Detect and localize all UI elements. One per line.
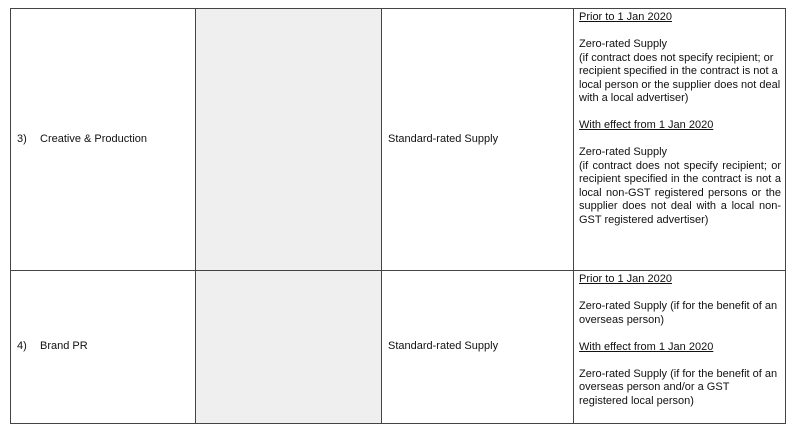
service-cell: [11, 271, 196, 424]
table-row: [11, 9, 786, 271]
effect-heading: With effect from 1 Jan 2020: [579, 119, 714, 131]
treatment-notes: [574, 271, 786, 424]
row-number: 3): [17, 132, 27, 145]
prior-heading: Prior to 1 Jan 2020: [579, 273, 672, 285]
service-name: Creative & Production: [40, 132, 147, 145]
prior-text: Zero-rated Supply: [579, 38, 668, 50]
row-number: 4): [17, 340, 27, 353]
empty-cell: [196, 9, 382, 271]
effect-heading: With effect from 1 Jan 2020: [579, 340, 714, 353]
effect-text: Zero-rated Supply (if for the benefit of an overseas person and/or a GST registered local person): [579, 367, 778, 407]
supply-table: [10, 8, 786, 424]
service-name: Brand PR: [40, 340, 88, 353]
prior-text: Zero-rated Supply (if for the benefit of an overseas person): [579, 300, 778, 326]
effect-detail: (if contract does not specify recipient; or recipient specified in the contract is not a local non-GST registered persons or the supplier does not deal with a local non-GST registered advertiser): [579, 159, 781, 226]
supply-type: Standard-rated Supply: [382, 9, 574, 271]
prior-heading: Prior to 1 Jan 2020: [579, 11, 672, 23]
prior-detail: (if contract does not specify recipient; or recipient specified in the contract is not a local person or the supplier does not deal with a local advertiser): [579, 51, 781, 104]
treatment-notes: [574, 9, 786, 271]
effect-text: Zero-rated Supply: [579, 146, 668, 158]
table-row: [11, 271, 786, 424]
supply-type: Standard-rated Supply: [382, 271, 574, 424]
service-cell: [11, 9, 196, 271]
empty-cell: [196, 271, 382, 424]
